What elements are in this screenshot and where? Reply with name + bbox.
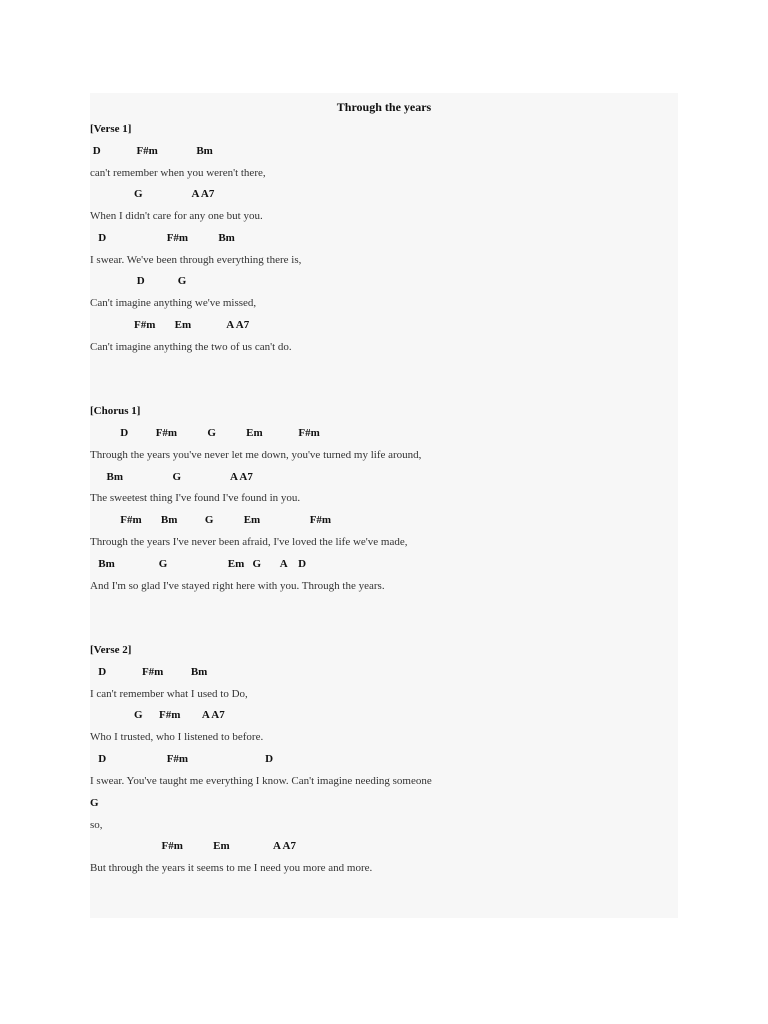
chord-line: F#m Bm G Em F#m <box>90 514 332 526</box>
lyric-line: Through the years I've never been afraid, I've loved the life we've made, <box>90 536 408 548</box>
chord-line: F#m Em A A7 <box>90 840 296 852</box>
song-title: Through the years <box>336 100 432 114</box>
lyric-line: The sweetest thing I've found I've found in you. <box>90 492 301 504</box>
section-label-verse-1: [Verse 1] <box>90 123 132 135</box>
chord-line: D F#m G Em F#m <box>90 427 320 439</box>
section-label-chorus-1: [Chorus 1] <box>90 405 141 417</box>
chord-line: D G <box>90 275 187 287</box>
lyric-line: But through the years it seems to me I need you more and more. <box>90 862 373 874</box>
chord-line: Bm G A A7 <box>90 471 253 483</box>
lyric-line: And I'm so glad I've stayed right here with you. Through the years. <box>90 580 385 592</box>
chord-line: D F#m Bm <box>90 145 213 157</box>
chord-line: D F#m Bm <box>90 666 208 678</box>
section-label-verse-2: [Verse 2] <box>90 644 132 656</box>
lyric-line: Through the years you've never let me down, you've turned my life around, <box>90 449 422 461</box>
lyric-line: Can't imagine anything the two of us can't do. <box>90 341 292 353</box>
chord-line: Bm G Em G A D <box>90 558 307 570</box>
lyric-line: I can't remember what I used to Do, <box>90 688 248 700</box>
chord-line: G <box>90 797 99 809</box>
lyric-line: can't remember when you weren't there, <box>90 167 266 179</box>
lyric-line: so, <box>90 819 103 831</box>
chord-line: D F#m D <box>90 753 274 765</box>
chord-line: G A A7 <box>90 188 215 200</box>
lyric-line: Can't imagine anything we've missed, <box>90 297 257 309</box>
chord-line: G F#m A A7 <box>90 709 225 721</box>
chord-line: F#m Em A A7 <box>90 319 250 331</box>
lyric-line: I swear. We've been through everything there is, <box>90 254 302 266</box>
lyric-line: I swear. You've taught me everything I know. Can't imagine needing someone <box>90 775 432 787</box>
chord-line: D F#m Bm <box>90 232 235 244</box>
lyric-line: Who I trusted, who I listened to before. <box>90 731 264 743</box>
lyric-line: When I didn't care for any one but you. <box>90 210 263 222</box>
